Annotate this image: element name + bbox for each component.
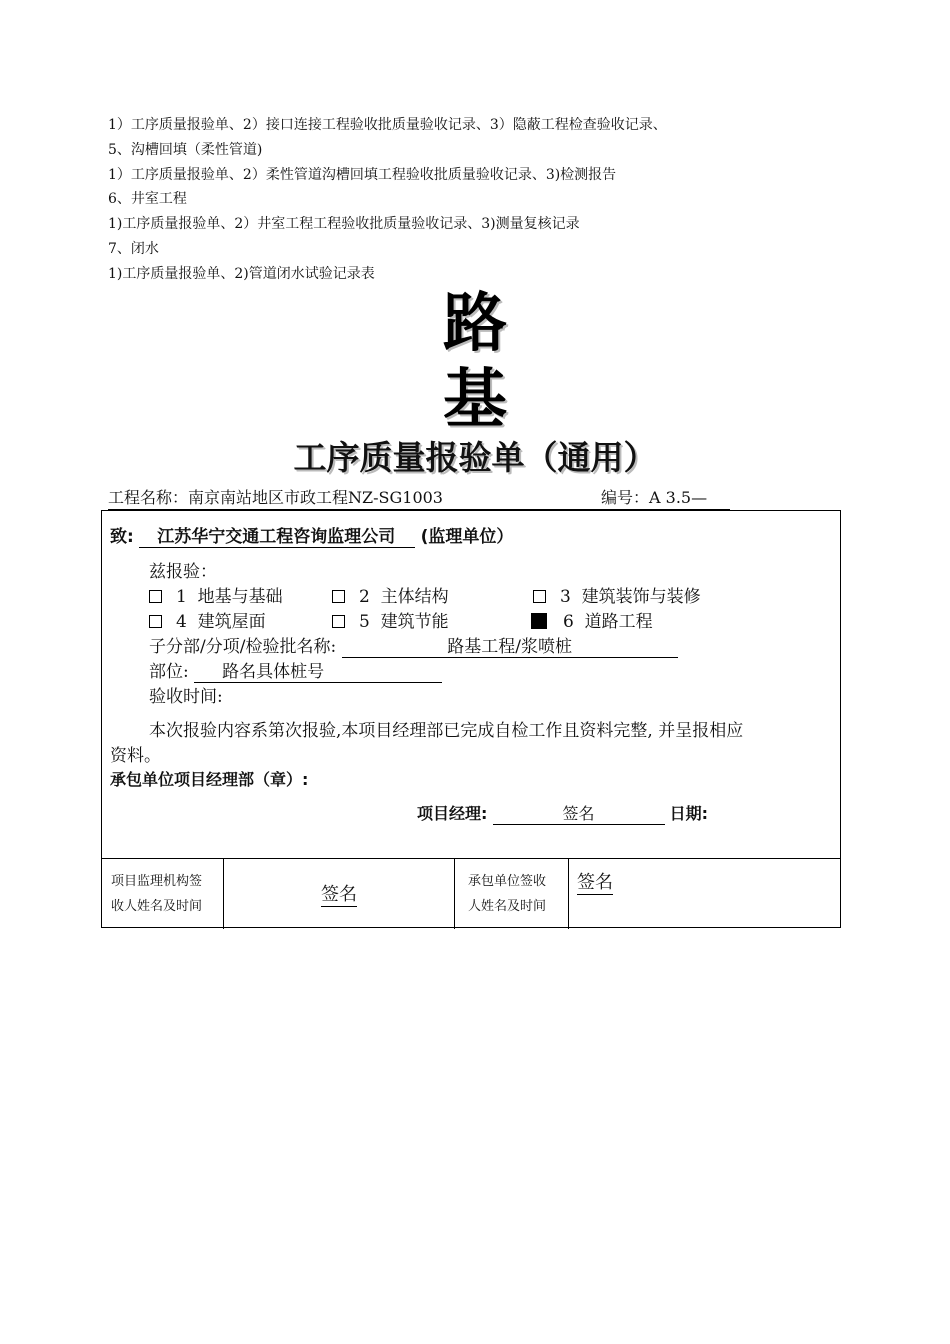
checkbox-empty-icon[interactable]	[149, 615, 162, 628]
checkbox-checked-icon[interactable]	[531, 613, 547, 629]
to-row	[110, 522, 513, 548]
to-value[interactable]: 江苏华宁交通工程咨询监理公司	[139, 522, 415, 548]
report-form	[101, 510, 841, 928]
big-heading-char-2: 基	[443, 363, 507, 437]
statement-line-1: 本次报验内容系第次报验,本项目经理部已完成自检工作且资料完整, 并呈报相应	[149, 721, 744, 741]
report-label: 兹报验：	[149, 562, 217, 582]
sub-item-row	[149, 632, 678, 658]
intro-line: 1)工序质量报验单、2)管道闭水试验记录表	[108, 265, 375, 282]
checkbox-empty-icon[interactable]	[533, 590, 546, 603]
to-label: 致:	[110, 527, 134, 547]
option-3[interactable]: 3 建筑装饰与装修	[533, 582, 701, 607]
sig-left-value-cell[interactable]	[224, 859, 455, 929]
sig-right-value-cell[interactable]	[569, 859, 841, 929]
intro-line: 1）工序质量报验单、2）接口连接工程验收批质量验收记录、3）隐蔽工程检查验收记录、	[108, 117, 667, 133]
time-label: 验收时间:	[149, 687, 223, 707]
sig-right-label-cell: 承包单位签收 人姓名及时间	[455, 859, 569, 929]
sig-left-signature[interactable]: 签名	[321, 880, 357, 907]
big-heading-char-1: 路	[443, 287, 507, 361]
intro-text	[108, 113, 667, 287]
date-label: 日期:	[669, 804, 708, 823]
sig-right-signature[interactable]: 签名	[577, 868, 613, 895]
checkbox-empty-icon[interactable]	[149, 590, 162, 603]
intro-line: 5、沟槽回填（柔性管道)	[108, 141, 263, 158]
project-line	[108, 487, 730, 510]
sub-item-label: 子分部/分项/检验批名称:	[149, 637, 337, 657]
sub-item-value[interactable]: 路基工程/浆喷桩	[342, 632, 678, 658]
location-label: 部位:	[149, 662, 189, 682]
location-value[interactable]: 路名具体桩号	[194, 657, 442, 683]
option-2[interactable]: 2 主体结构	[332, 582, 449, 607]
form-title: 工序质量报验单（通用）	[293, 438, 657, 477]
manager-signature[interactable]: 签名	[493, 801, 665, 825]
intro-line: 1)工序质量报验单、2）井室工程工程验收批质量验收记录、3)测量复核记录	[108, 216, 580, 233]
statement-line-2: 资料。	[110, 746, 161, 766]
intro-line: 6、井室工程	[108, 191, 187, 208]
manager-label: 项目经理:	[417, 804, 488, 823]
form-number: 编号：A 3.5—	[601, 488, 708, 507]
to-suffix: (监理单位）	[420, 527, 514, 547]
location-row	[149, 657, 442, 683]
intro-line: 7、闭水	[108, 240, 159, 257]
option-5[interactable]: 5 建筑节能	[332, 607, 449, 632]
contractor-label: 承包单位项目经理部（章）:	[110, 770, 309, 789]
sig-left-label-cell: 项目监理机构签 收人姓名及时间	[101, 859, 224, 929]
checkbox-empty-icon[interactable]	[332, 590, 345, 603]
signature-row	[101, 858, 841, 929]
intro-line: 1）工序质量报验单、2）柔性管道沟槽回填工程验收批质量验收记录、3)检测报告	[108, 166, 617, 183]
checkbox-empty-icon[interactable]	[332, 615, 345, 628]
project-name: 工程名称：南京南站地区市政工程NZ-SG1003	[108, 488, 443, 507]
option-4[interactable]: 4 建筑屋面	[149, 607, 266, 632]
option-6[interactable]: 6 道路工程	[531, 607, 653, 632]
option-1[interactable]: 1 地基与基础	[149, 582, 283, 607]
manager-row	[417, 801, 708, 825]
